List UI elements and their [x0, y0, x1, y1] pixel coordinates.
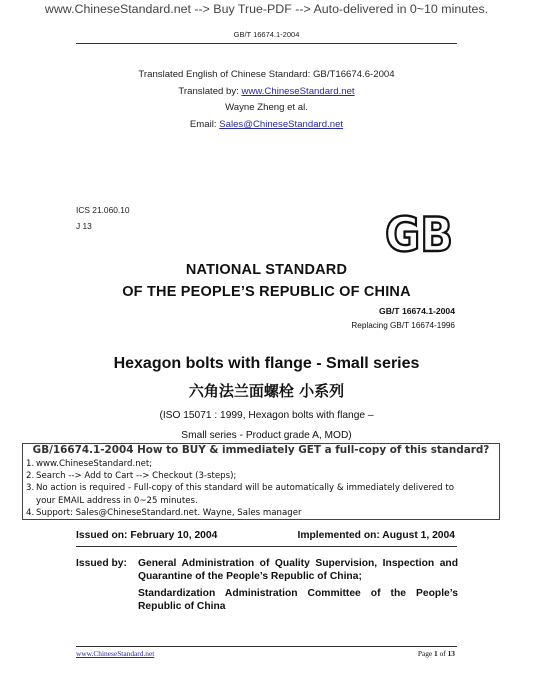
translated-by-label: Translated by: — [178, 86, 242, 97]
list-item-text: Support: Sales@ChineseStandard.net. Wayne, Sales manager — [36, 507, 302, 518]
standard-number: GB/T 16674.1-2004 — [379, 306, 455, 316]
list-item-number: 4. — [26, 507, 35, 518]
total-pages: 13 — [447, 649, 455, 658]
issue-divider — [76, 546, 457, 547]
list-item-number: 3. — [26, 483, 35, 494]
list-item-text: Search --> Add to Cart --> Checkout (3-steps); — [36, 471, 237, 482]
email-label: Email: — [189, 119, 220, 130]
translation-line: Translated English of Chinese Standard: GB/T16674.6-2004 — [138, 69, 395, 80]
title-english: Hexagon bolts with flange - Small series — [113, 355, 420, 372]
replacing-standard: Replacing GB/T 16674-1996 — [351, 321, 455, 330]
page-number — [418, 649, 455, 658]
issued-on-date: Issued on: February 10, 2004 — [76, 530, 218, 541]
buy-box-title: GB/16674.1-2004 How to BUY & immediately GET a full-copy of this standard? — [32, 444, 490, 456]
header-divider — [76, 43, 457, 44]
page-of-label: of — [437, 649, 448, 658]
issued-by-label: Issued by: — [76, 558, 127, 569]
list-item — [26, 507, 496, 519]
footer-site-link[interactable]: www.ChineseStandard.net — [76, 649, 155, 658]
translated-by-line — [0, 86, 533, 97]
national-standard-line2: OF THE PEOPLE’S REPUBLIC OF CHINA — [122, 284, 411, 300]
list-item-number: 2. — [26, 471, 35, 482]
list-item — [26, 458, 496, 470]
top-banner: www.ChineseStandard.net --> Buy True-PDF --> Auto-delivered in 0~10 minutes. — [44, 2, 489, 16]
gb-logo-text: GB — [385, 208, 453, 257]
footer-link — [76, 649, 154, 658]
page-label: Page — [417, 649, 435, 658]
list-item-number: 1. — [26, 459, 35, 469]
translated-by-link[interactable]: www.ChineseStandard.net — [241, 86, 355, 97]
list-item-text: No action is required - Full-copy of this standard will be automatically & immediately delivered to — [36, 483, 454, 494]
email-link[interactable]: Sales@ChineseStandard.net — [219, 119, 344, 130]
list-item — [26, 470, 496, 482]
national-standard-line1: NATIONAL STANDARD — [185, 262, 348, 278]
issuer-sac: Standardization Administration Committee of the People’s Republic of China — [138, 588, 458, 612]
iso-reference-line1: (ISO 15071 : 1999, Hexagon bolts with flange – — [159, 410, 374, 421]
gb-logo-icon — [383, 207, 455, 257]
iso-reference-line2: Small series - Product grade A, MOD) — [181, 430, 352, 441]
issuer-aqsiq: General Administration of Quality Supervision, Inspection and Quarantine of the People’s Republic of China; — [138, 558, 458, 582]
title-chinese: 六角法兰面螺栓 小系列 — [188, 382, 345, 400]
buy-steps-list — [26, 458, 496, 519]
ccs-code: J 13 — [76, 221, 92, 231]
email-line — [0, 119, 533, 130]
header-standard-code: GB/T 16674.1-2004 — [233, 30, 300, 39]
list-item — [26, 482, 496, 494]
ics-code: ICS 21.060.10 — [76, 205, 130, 215]
footer-divider — [76, 646, 457, 647]
translator-name: Wayne Zheng et al. — [225, 102, 308, 113]
list-item-number — [26, 495, 36, 507]
list-item-text: your EMAIL address in 0~25 minutes. — [36, 495, 198, 506]
list-item — [26, 495, 496, 507]
current-page: 1 — [434, 649, 438, 658]
list-item-text[interactable]: www.ChineseStandard.net; — [36, 459, 153, 469]
implemented-on-date: Implemented on: August 1, 2004 — [297, 530, 455, 541]
